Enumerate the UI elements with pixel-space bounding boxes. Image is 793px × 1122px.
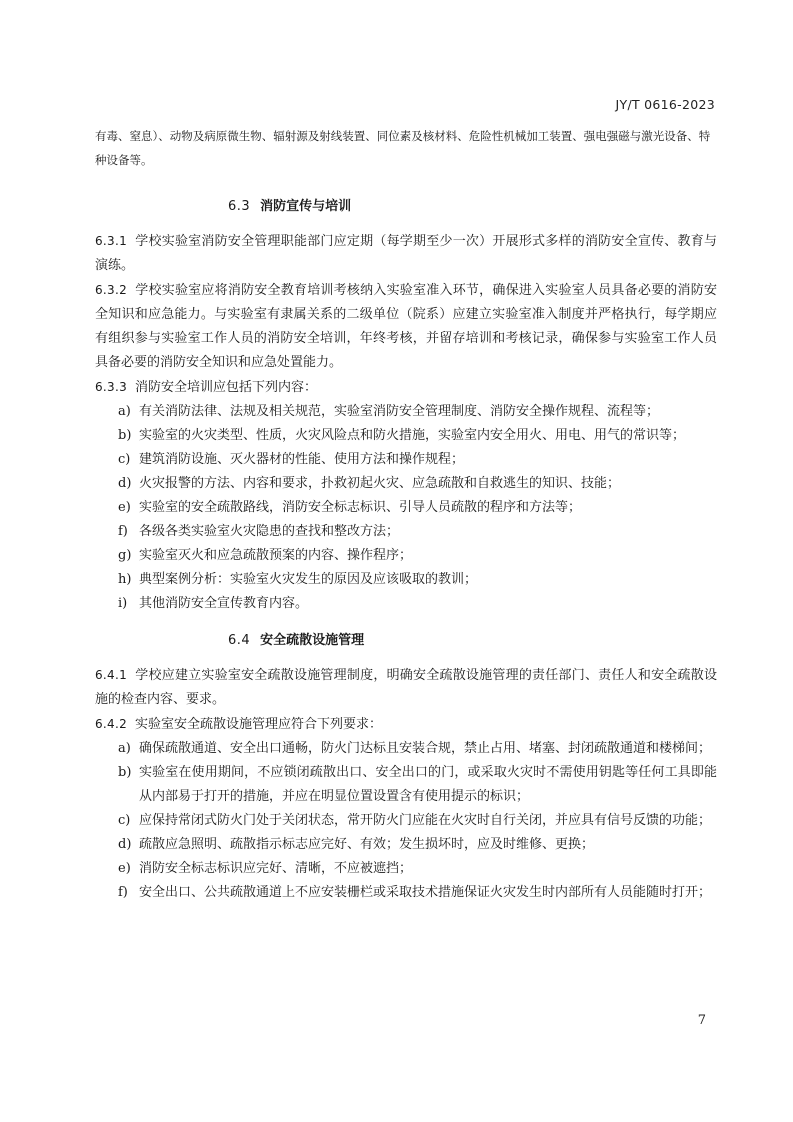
list-marker: e) — [118, 861, 131, 876]
page-number: 7 — [697, 1013, 706, 1028]
list-item — [118, 496, 717, 520]
list-text: 各级各类实验室火灾隐患的查找和整改方法； — [139, 524, 400, 539]
intro-paragraph: 有毒、窒息）、动物及病原微生物、辐射源及射线装置、同位素及核材料、危险性机械加工装置、强电强磁与激光设备、特种设备等。 — [95, 129, 711, 167]
list-item — [118, 424, 717, 448]
list-item — [118, 737, 717, 761]
clause-6-3-1 — [95, 229, 717, 278]
list-marker: e) — [118, 500, 131, 515]
list-text: 建筑消防设施、灭火器材的性能、使用方法和操作规程； — [139, 452, 465, 467]
clause-6-4-1 — [95, 663, 717, 712]
section-title: 消防宣传与培训 — [260, 199, 352, 214]
clause-number: 6.3.1 — [95, 234, 128, 248]
section-title: 安全疏散设施管理 — [260, 633, 365, 648]
training-content-list — [95, 400, 717, 616]
section-6-3-heading — [228, 195, 717, 219]
evacuation-requirements-list — [95, 737, 717, 905]
list-item — [118, 520, 717, 544]
list-text: 确保疏散通道、安全出口通畅，防火门达标且安装合规，禁止占用、堵塞、封闭疏散通道和楼梯间； — [139, 741, 712, 756]
list-text: 实验室灭火和应急疏散预案的内容、操作程序； — [139, 548, 413, 563]
list-item — [118, 400, 717, 424]
section-6-4-heading — [228, 629, 717, 653]
clause-6-3-2 — [95, 278, 717, 375]
clause-number: 6.3.2 — [95, 283, 128, 297]
list-text: 安全出口、公共疏散通道上不应安装栅栏或采取技术措施保证火灾发生时内部所有人员能随时打开； — [139, 885, 712, 900]
list-item — [118, 809, 717, 833]
list-marker: i) — [118, 596, 128, 611]
list-marker: f) — [118, 524, 128, 539]
list-marker: f) — [118, 885, 128, 900]
list-marker: g) — [118, 548, 132, 563]
list-text: 消防安全标志标识应完好、清晰，不应被遮挡； — [139, 861, 413, 876]
list-text: 其他消防安全宣传教育内容。 — [139, 596, 309, 611]
clause-text: 学校应建立实验室安全疏散设施管理制度，明确安全疏散设施管理的责任部门、责任人和安全疏散设施的检查内容、要求。 — [95, 668, 717, 707]
list-text: 实验室在使用期间，不应锁闭疏散出口、安全出口的门，或采取火灾时不需使用钥匙等任何工具即能从内部易于打开的措施，并应在明显位置设置含有使用提示的标识； — [139, 765, 717, 804]
list-item — [118, 568, 717, 592]
list-item — [118, 761, 717, 809]
list-item — [118, 881, 717, 905]
list-marker: a) — [118, 741, 131, 756]
list-marker: c) — [118, 452, 131, 467]
list-marker: a) — [118, 404, 131, 419]
clause-text: 学校实验室消防安全管理职能部门应定期（每学期至少一次）开展形式多样的消防安全宣传、教育与演练。 — [95, 234, 717, 273]
clause-text: 实验室安全疏散设施管理应符合下列要求： — [135, 717, 383, 732]
section-number: 6.3 — [228, 199, 251, 214]
list-item — [118, 472, 717, 496]
list-text: 疏散应急照明、疏散指示标志应完好、有效；发生损坏时，应及时维修、更换； — [139, 837, 595, 852]
list-text: 有关消防法律、法规及相关规范，实验室消防安全管理制度、消防安全操作规程、流程等； — [139, 404, 660, 419]
clause-number: 6.4.1 — [95, 668, 128, 682]
list-marker: h) — [118, 572, 132, 587]
list-marker: b) — [118, 765, 132, 780]
list-text: 典型案例分析：实验室火灾发生的原因及应该吸取的教训； — [139, 572, 478, 587]
clause-number: 6.4.2 — [95, 717, 128, 731]
clause-6-4-2 — [95, 712, 717, 737]
clause-text: 消防安全培训应包括下列内容： — [135, 380, 318, 395]
list-item — [118, 833, 717, 857]
list-marker: d) — [118, 476, 132, 491]
list-text: 应保持常闭式防火门处于关闭状态，常开防火门应能在火灾时自行关闭，并应具有信号反馈的功能； — [139, 813, 712, 828]
list-item — [118, 544, 717, 568]
list-item — [118, 448, 717, 472]
clause-number: 6.3.3 — [95, 380, 128, 394]
document-code: JY/T 0616-2023 — [615, 97, 715, 112]
list-marker: d) — [118, 837, 132, 852]
clause-6-3-3 — [95, 375, 717, 400]
clause-text: 学校实验室应将消防安全教育培训考核纳入实验室准入环节，确保进入实验室人员具备必要的消防安全知识和应急能力。与实验室有隶属关系的二级单位（院系）应建立实验室准入制度并严格执行，每学期应有组织参与实验室工作人员的消防安全培训，年终考核，并留存培训和考核记录，确保参与实验室工作人员具备必要的消防安全知识和应急处置能力。 — [95, 283, 717, 370]
list-text: 实验室的火灾类型、性质，火灾风险点和防火措施，实验室内安全用火、用电、用气的常识等； — [139, 428, 686, 443]
list-marker: c) — [118, 813, 131, 828]
list-text: 实验室的安全疏散路线，消防安全标志标识、引导人员疏散的程序和方法等； — [139, 500, 582, 515]
list-marker: b) — [118, 428, 132, 443]
page-content — [95, 124, 717, 905]
list-item — [118, 857, 717, 881]
list-text: 火灾报警的方法、内容和要求，扑救初起火灾、应急疏散和自救逃生的知识、技能； — [139, 476, 621, 491]
section-number: 6.4 — [228, 633, 251, 648]
list-item — [118, 592, 717, 616]
